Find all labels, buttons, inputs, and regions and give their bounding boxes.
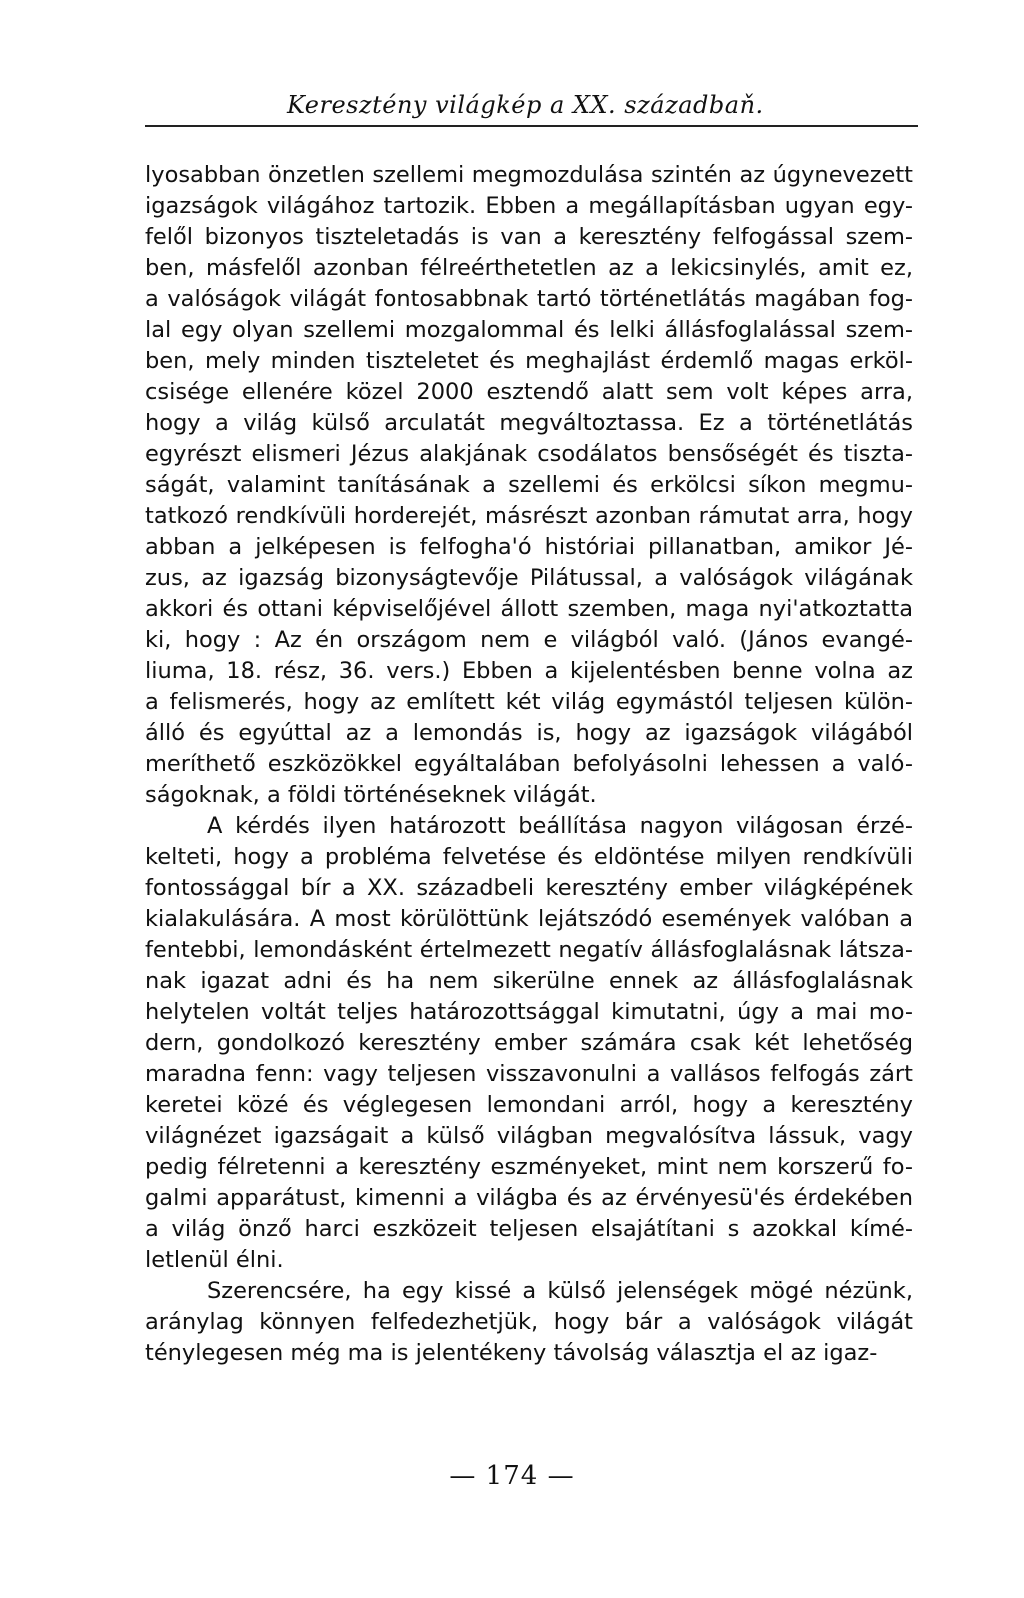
text-line: liuma, 18. rész, 36. vers.) Ebben a kijelentésben benne volna az: [145, 658, 913, 684]
text-line: tatkozó rendkívüli horderejét, másrészt azonban rámutat arra, hogy: [145, 503, 913, 529]
text-line: ben, mely minden tiszteletet és meghajlást érdemlő magas erköl-: [145, 348, 913, 374]
text-line: nak igazat adni és ha nem sikerülne ennek az állásfoglalásnak: [145, 968, 913, 994]
text-line: világnézet igazságait a külső világban megvalósítva lássuk, vagy: [145, 1123, 913, 1149]
text-line: ságát, valamint tanításának a szellemi és erkölcsi síkon megmu-: [145, 472, 913, 498]
text-line: keretei közé és véglegesen lemondani arról, hogy a keresztény: [145, 1092, 913, 1118]
paragraph: [145, 160, 913, 811]
text-line: aránylag könnyen felfedezhetjük, hogy bár a valóságok világát: [145, 1309, 913, 1335]
text-line: lal egy olyan szellemi mozgalommal és lelki állásfoglalással szem-: [145, 317, 913, 343]
text-line: meríthető eszközökkel egyáltalában befolyásolni lehessen a való-: [145, 751, 913, 777]
text-line: fentebbi, lemondásként értelmezett negatív állásfoglalásnak látsza-: [145, 937, 913, 963]
text-line: ságoknak, a földi történéseknek világát.: [145, 782, 597, 808]
text-line: kialakulására. A most körülöttünk lejátszódó események valóban a: [145, 906, 913, 932]
text-line: a felismerés, hogy az említett két világ egymástól teljesen külön-: [145, 689, 913, 715]
paragraph: [145, 811, 913, 1276]
text-line: a valóságok világát fontosabbnak tartó történetlátás magában fog-: [145, 286, 913, 312]
text-line: pedig félretenni a keresztény eszményeket, mint nem korszerű fo-: [145, 1154, 913, 1180]
text-line: maradna fenn: vagy teljesen visszavonulni a vallásos felfogás zárt: [145, 1061, 913, 1087]
text-line: letlenül élni.: [145, 1247, 284, 1273]
text-line: galmi apparátust, kimenni a világba és az érvényesü'és érdekében: [145, 1185, 913, 1211]
text-line: Szerencsére, ha egy kissé a külső jelenségek mögé nézünk,: [207, 1278, 913, 1304]
page-number: — 174 —: [449, 1461, 575, 1491]
text-line: igazságok világához tartozik. Ebben a megállapításban ugyan egy-: [145, 193, 913, 219]
body-text: [145, 160, 913, 1369]
text-line: fontossággal bír a XX. századbeli keresztény ember világképének: [145, 875, 913, 901]
text-line: kelteti, hogy a probléma felvetése és eldöntése milyen rendkívüli: [145, 844, 913, 870]
text-line: ben, másfelől azonban félreérthetetlen az a lekicsinylés, amit ez,: [145, 255, 913, 281]
text-line: ki, hogy : Az én országom nem e világból való. (János evangé-: [145, 627, 913, 653]
text-line: abban a jelképesen is felfogha'ó históriai pillanatban, amikor Jé-: [145, 534, 913, 560]
paragraph: [145, 1276, 913, 1369]
text-line: akkori és ottani képviselőjével állott szemben, maga nyi'atkoztatta: [145, 596, 913, 622]
text-line: egyrészt elismeri Jézus alakjának csodálatos bensőségét és tiszta-: [145, 441, 913, 467]
text-line: hogy a világ külső arculatát megváltoztassa. Ez a történetlátás: [145, 410, 913, 436]
text-line: A kérdés ilyen határozott beállítása nagyon világosan érzé-: [207, 813, 913, 839]
text-line: ténylegesen még ma is jelentékeny távolság választja el az igaz-: [145, 1340, 878, 1366]
running-head: [145, 83, 918, 123]
text-line: álló és egyúttal az a lemondás is, hogy az igazságok világából: [145, 720, 913, 746]
text-line: zus, az igazság bizonyságtevője Pilátussal, a valóságok világának: [145, 565, 913, 591]
header-rule: [145, 125, 918, 127]
text-line: helytelen voltát teljes határozottsággal kimutatni, úgy a mai mo-: [145, 999, 913, 1025]
text-line: lyosabban önzetlen szellemi megmozdulása szintén az úgynevezett: [145, 162, 913, 188]
text-line: dern, gondolkozó keresztény ember számára csak két lehetőség: [145, 1030, 913, 1056]
running-head-title: Keresztény világkép a XX. századbaň.: [287, 91, 764, 119]
text-line: a világ önző harci eszközeit teljesen elsajátítani s azokkal kímé-: [145, 1216, 913, 1242]
text-line: felől bizonyos tiszteletadás is van a keresztény felfogással szem-: [145, 224, 913, 250]
text-line: csisége ellenére közel 2000 esztendő alatt sem volt képes arra,: [145, 379, 913, 405]
